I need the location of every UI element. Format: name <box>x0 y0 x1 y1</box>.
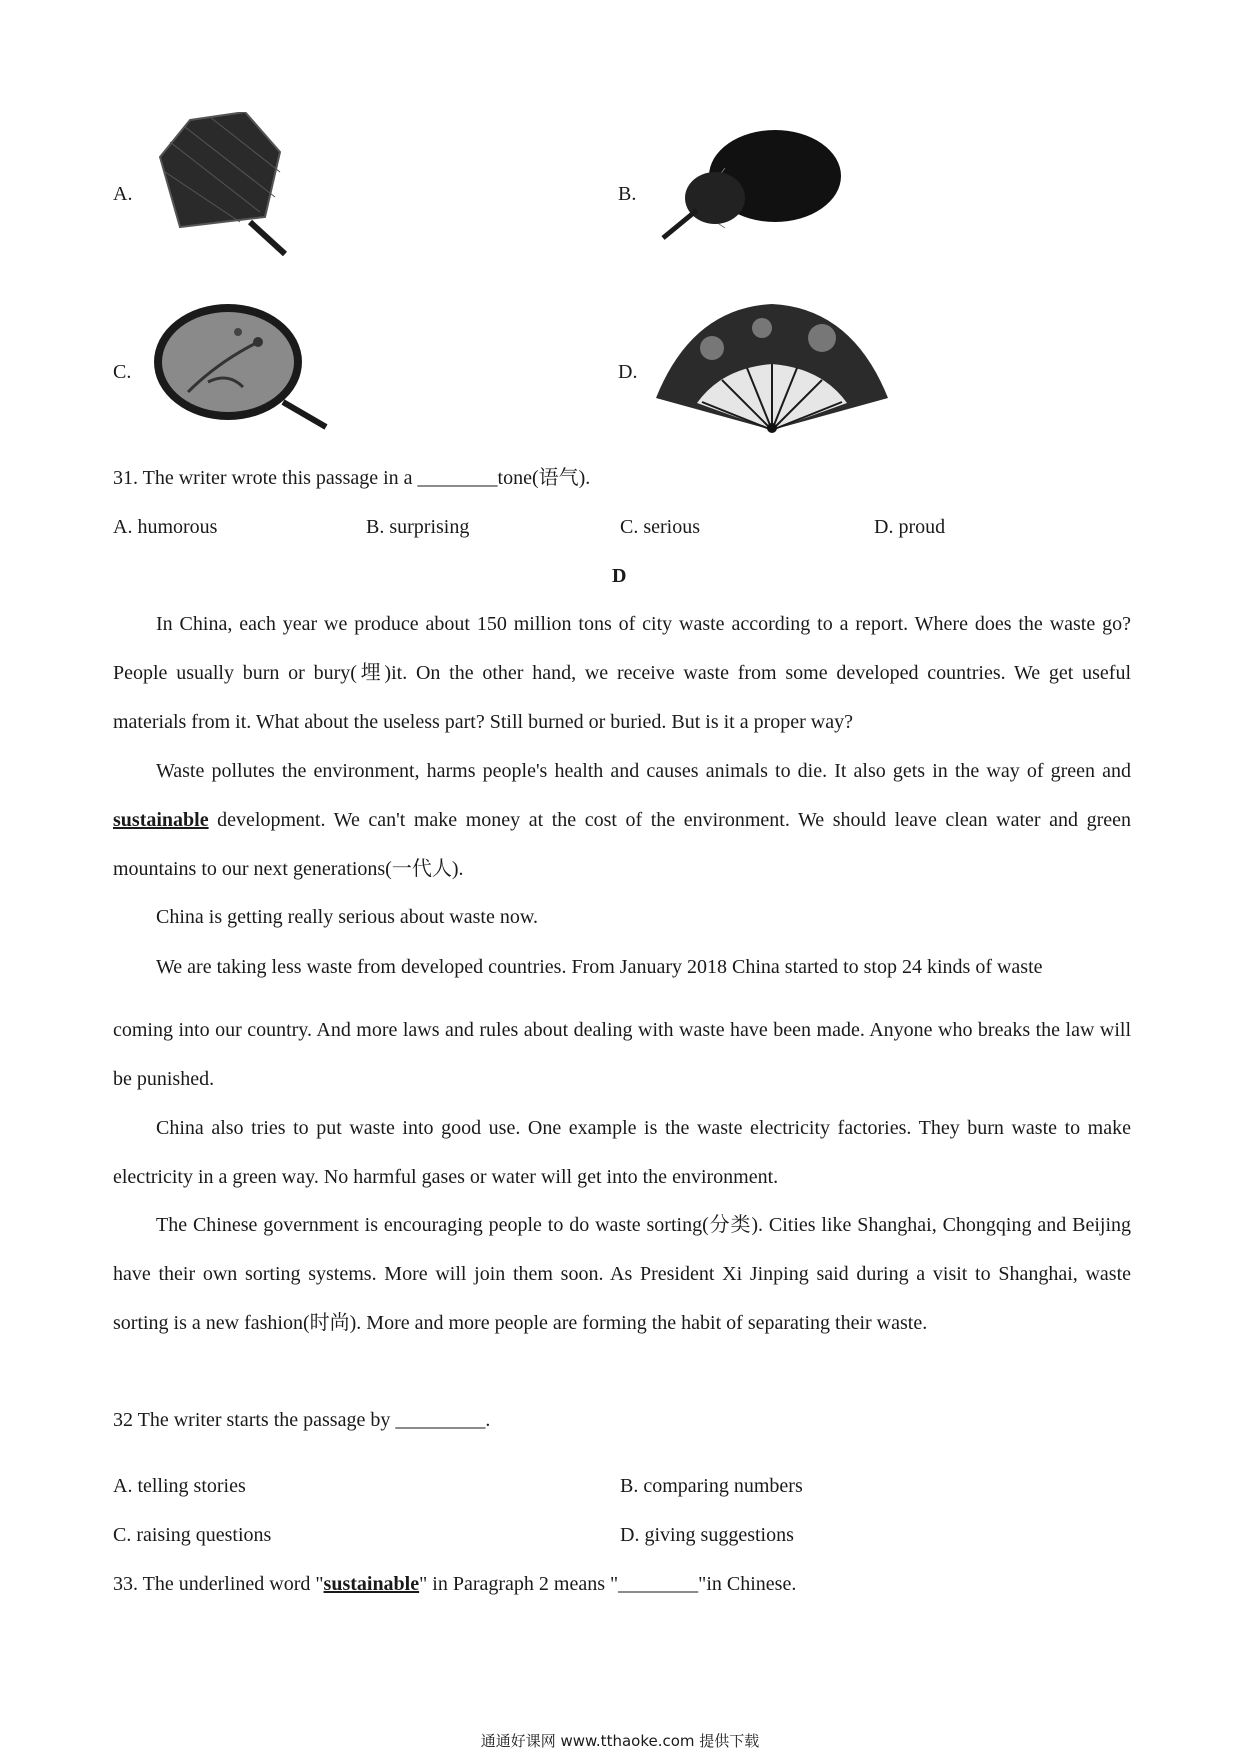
fan-a-image <box>150 112 290 262</box>
q33-text-after: " in Paragraph 2 means "________"in Chinese. <box>419 1573 797 1595</box>
passage-paragraph-4-rest: coming into our country. And more laws and rules about dealing with waste have been made. Anyone who breaks the law will be punished. <box>113 1019 1131 1090</box>
option-b-label: B. <box>618 183 637 205</box>
fan-c-image <box>148 302 333 432</box>
q31-option-b[interactable]: B. surprising <box>366 516 470 538</box>
q32-option-a[interactable]: A. telling stories <box>113 1475 246 1497</box>
q31-option-d[interactable]: D. proud <box>874 516 946 538</box>
fan-d-image <box>652 298 892 438</box>
section-heading: D <box>612 565 627 587</box>
q32-option-d[interactable]: D. giving suggestions <box>620 1524 794 1546</box>
q31-option-c[interactable]: C. serious <box>620 516 700 538</box>
q31-option-a[interactable]: A. humorous <box>113 516 218 538</box>
p2-text-before: Waste pollutes the environment, harms people's health and causes animals to die. It also gets in the way of green and <box>156 760 1131 782</box>
q31-stem: 31. The writer wrote this passage in a ________tone(语气). <box>113 467 591 489</box>
p2-text-after: development. We can't make money at the cost of the environment. We should leave clean water and green mountains to our next generations(一代人). <box>113 809 1131 880</box>
passage-paragraph-2 <box>113 747 1131 894</box>
underlined-word-sustainable: sustainable <box>113 809 209 831</box>
passage-paragraph-3: China is getting really serious about waste now. <box>156 906 538 928</box>
option-a-label: A. <box>113 183 133 205</box>
passage-paragraph-4-line-1: We are taking less waste from developed countries. From January 2018 China started to stop 24 kinds of waste <box>156 956 1043 978</box>
q33-text-before: 33. The underlined word " <box>113 1573 324 1595</box>
q32-stem: 32 The writer starts the passage by _________. <box>113 1409 491 1431</box>
passage-paragraph-6: The Chinese government is encouraging people to do waste sorting(分类). Cities like Shanghai, Chongqing and Beijing have their own sorting systems. More will join them soon. As President Xi Jinping said during a visit to Shanghai, waste sorting is a new fashion(时尚). More and more people are forming the habit of separating their waste. <box>113 1214 1131 1334</box>
q33-underlined-word: sustainable <box>323 1573 420 1595</box>
q32-option-b[interactable]: B. comparing numbers <box>620 1475 803 1497</box>
q33-stem <box>113 1572 796 1596</box>
passage-paragraph-1: In China, each year we produce about 150 million tons of city waste according to a report. Where does the waste go? People usually burn or bury(埋)it. On the other hand, we receive waste from some developed countries. We get useful materials from it. What about the useless part? Still burned or buried. But is it a proper way? <box>113 613 1131 733</box>
fan-b-image <box>655 128 845 248</box>
passage-paragraph-5: China also tries to put waste into good use. One example is the waste electricity factories. They burn waste to make electricity in a green way. No harmful gases or water will get into the environment. <box>113 1117 1131 1188</box>
page-footer: 通通好课网 www.tthaoke.com 提供下载 <box>480 1732 760 1750</box>
option-c-label: C. <box>113 361 132 383</box>
option-d-label: D. <box>618 361 638 383</box>
q32-option-c[interactable]: C. raising questions <box>113 1524 272 1546</box>
